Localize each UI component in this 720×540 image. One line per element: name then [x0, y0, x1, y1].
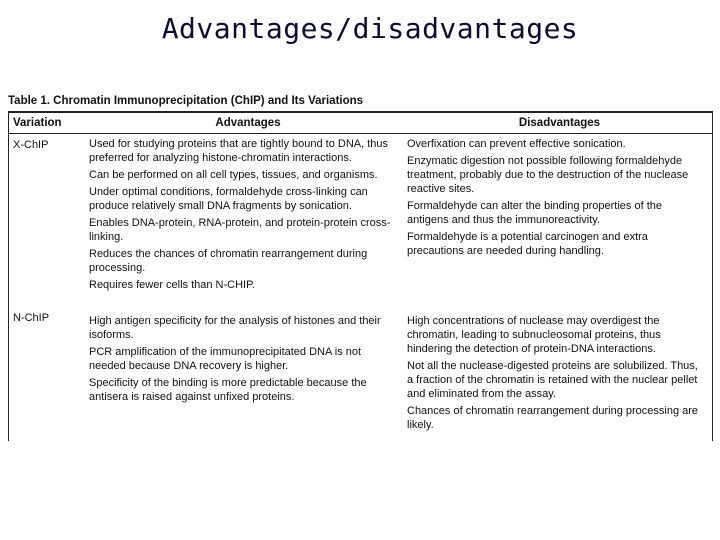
disadvantages-cell [407, 297, 712, 435]
variation-cell: X-ChIP [13, 139, 49, 151]
table-header-row [9, 113, 712, 134]
disadvantage-item: Not all the nuclease-digested proteins are solubilized. Thus, a fraction of the chromatin is retained with the nuclear pellet and eliminated from the assay. [407, 360, 698, 400]
header-variation: Variation [9, 113, 89, 134]
table-row-n-chip [9, 297, 712, 435]
advantage-item: PCR amplification of the immunoprecipitated DNA is not needed because DNA recovery is higher. [89, 346, 362, 372]
advantage-item: Can be performed on all cell types, tissues, and organisms. [89, 169, 378, 181]
disadvantage-item: High concentrations of nuclease may overdigest the chromatin, leading to subnucleosomal proteins, thus hindering the detection of protein-DNA interactions. [407, 315, 661, 355]
slide-title: Advantages/disadvantages [161, 12, 579, 45]
disadvantage-item: Chances of chromatin rearrangement during processing are likely. [407, 405, 699, 431]
table-row-x-chip [9, 134, 712, 298]
advantage-item: Specificity of the binding is more predictable because the antisera is raised against unfixed proteins. [89, 377, 367, 403]
header-disadvantages: Disadvantages [407, 113, 712, 134]
advantage-item: High antigen specificity for the analysis of histones and their isoforms. [89, 315, 381, 341]
disadvantage-item: Formaldehyde can alter the binding properties of the antigens and thus the immunoreactivity. [407, 200, 662, 226]
advantage-item: Enables DNA-protein, RNA-protein, and protein-protein cross-linking. [89, 217, 391, 243]
advantages-cell [89, 134, 407, 298]
advantage-item: Used for studying proteins that are tightly bound to DNA, thus preferred for analyzing histone-chromatin interactions. [89, 138, 388, 164]
table-caption: Table 1. Chromatin Immunoprecipitation (ChIP) and Its Variations [8, 95, 364, 107]
advantage-item: Requires fewer cells than N-CHIP. [89, 279, 256, 291]
variation-cell: N-ChIP [13, 312, 50, 324]
disadvantages-cell [407, 134, 712, 298]
header-advantages: Advantages [89, 113, 407, 134]
disadvantage-item: Formaldehyde is a potential carcinogen and extra precautions are needed during handling. [407, 231, 648, 257]
advantage-item: Reduces the chances of chromatin rearrangement during processing. [89, 248, 368, 274]
advantage-item: Under optimal conditions, formaldehyde cross-linking can produce relatively small DNA fragments by sonication. [89, 186, 368, 212]
advantages-cell [89, 297, 407, 435]
disadvantage-item: Overfixation can prevent effective sonication. [407, 138, 626, 150]
disadvantage-item: Enzymatic digestion not possible following formaldehyde treatment, probably due to the destruction of the nuclease reactive sites. [407, 155, 689, 195]
chip-table [8, 111, 713, 441]
